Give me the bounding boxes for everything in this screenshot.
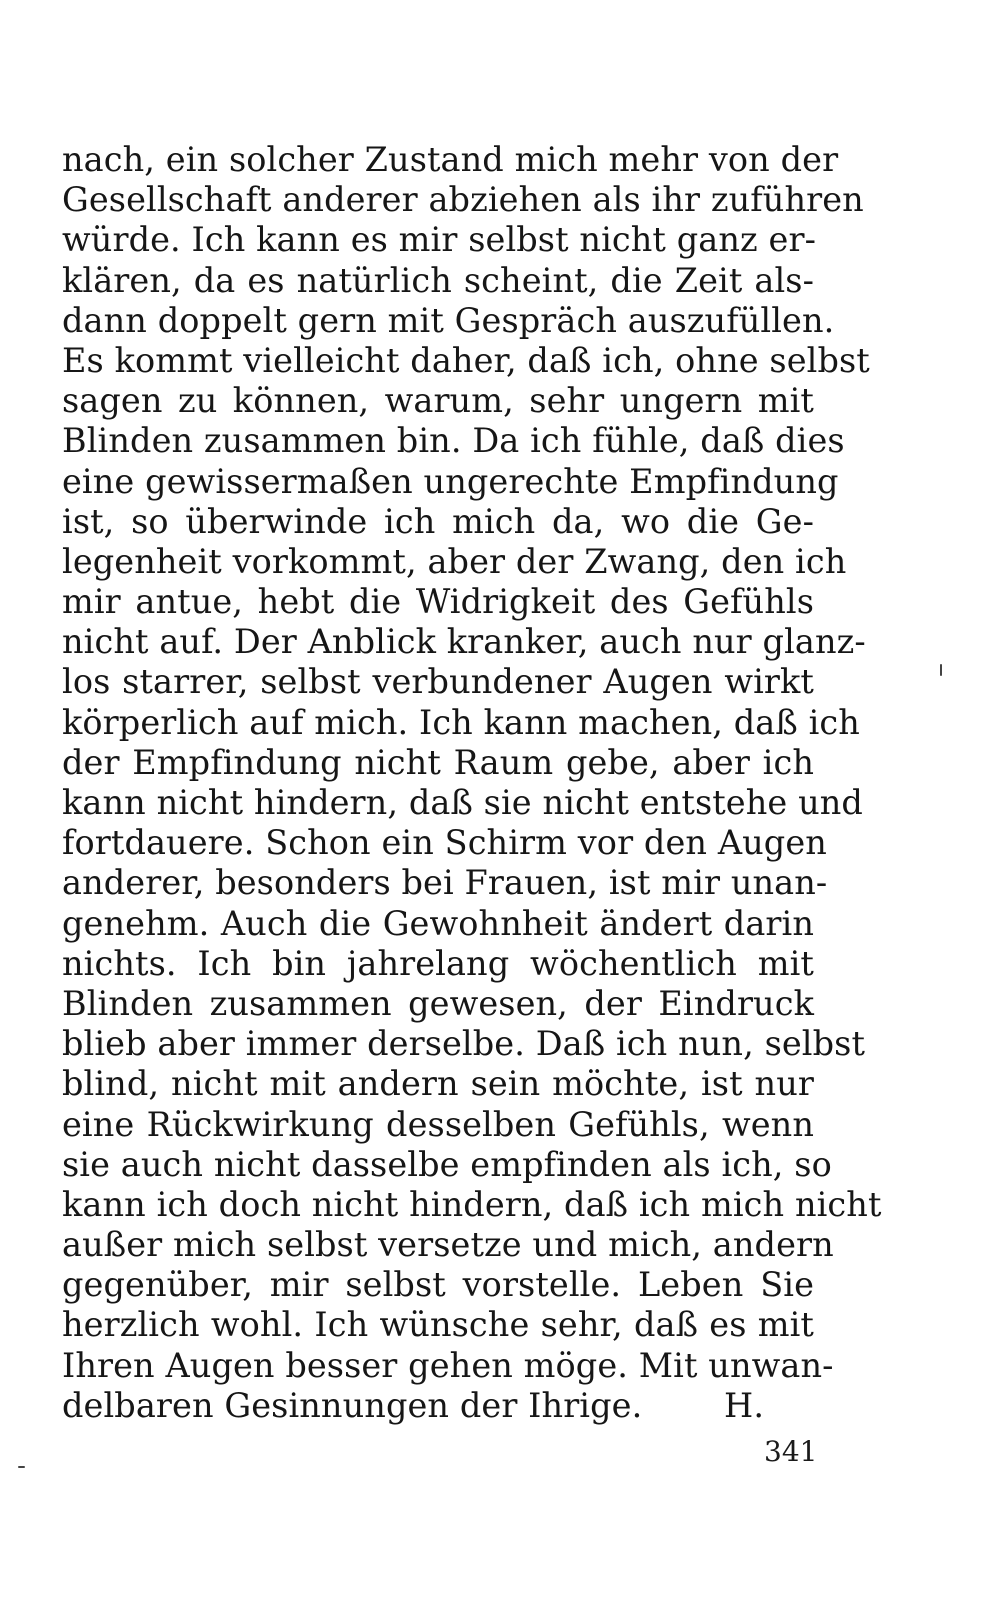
text-line: mir antue, hebt die Widrigkeit des Gefühls — [62, 582, 814, 622]
text-line: sie auch nicht dasselbe empfinden als ich, so — [62, 1144, 832, 1184]
text-line: kann ich doch nicht hindern, daß ich mich nicht — [62, 1184, 882, 1224]
text-line: Gesellschaft anderer abziehen als ihr zuführen — [62, 180, 864, 220]
text-line: Blinden zusammen gewesen, der Eindruck — [62, 983, 814, 1023]
text-line: kann nicht hindern, daß sie nicht entstehe und — [62, 783, 863, 822]
signature-initial: H. — [724, 1385, 765, 1425]
text-line: körperlich auf mich. Ich kann machen, daß ich — [62, 702, 860, 742]
text-line: Es kommt vielleicht daher, daß ich, ohne selbst — [62, 340, 870, 380]
page-number: 341 — [764, 1435, 818, 1468]
text-line: fortdauere. Schon ein Schirm vor den Augen — [62, 823, 827, 863]
text-line: außer mich selbst versetze und mich, andern — [62, 1225, 834, 1265]
text-line: nach, ein solcher Zustand mich mehr von der — [62, 140, 839, 179]
text-line: würde. Ich kann es mir selbst nicht ganz er- — [62, 220, 816, 260]
text-line: genehm. Auch die Gewohnheit ändert darin — [62, 903, 814, 943]
closing-text: delbaren Gesinnungen der Ihrige. — [62, 1385, 643, 1425]
text-line: ist, so überwinde ich mich da, wo die Ge- — [62, 501, 814, 541]
text-line: nichts. Ich bin jahrelang wöchentlich mit — [62, 943, 814, 983]
text-line: dann doppelt gern mit Gespräch auszufüllen. — [62, 300, 835, 340]
text-line: Blinden zusammen bin. Da ich fühle, daß dies — [62, 421, 845, 461]
text-line: sagen zu können, warum, sehr ungern mit — [62, 381, 814, 421]
text-line: blieb aber immer derselbe. Daß ich nun, selbst — [62, 1024, 866, 1064]
text-line: eine Rückwirkung desselben Gefühls, wenn — [62, 1104, 814, 1144]
text-line: blind, nicht mit andern sein möchte, ist nur — [62, 1064, 814, 1104]
text-line: gegenüber, mir selbst vorstelle. Leben Sie — [62, 1265, 814, 1305]
text-line: herzlich wohl. Ich wünsche sehr, daß es mit — [62, 1305, 814, 1345]
scan-speck — [18, 1466, 25, 1468]
text-line: klären, da es natürlich scheint, die Zeit als- — [62, 260, 814, 300]
text-line: der Empfindung nicht Raum gebe, aber ich — [62, 742, 814, 782]
scan-speck — [940, 664, 942, 676]
text-line: eine gewissermaßen ungerechte Empfindung — [62, 461, 839, 501]
text-line: legenheit vorkommt, aber der Zwang, den ich — [62, 541, 847, 581]
closing-line — [62, 1386, 814, 1426]
letter-text — [62, 140, 882, 1426]
text-line: los starrer, selbst verbundener Augen wirkt — [62, 662, 814, 702]
text-line: anderer, besonders bei Frauen, ist mir unan- — [62, 863, 828, 903]
text-line: Ihren Augen besser gehen möge. Mit unwan- — [62, 1345, 834, 1385]
text-line: nicht auf. Der Anblick kranker, auch nur glanz- — [62, 622, 866, 662]
